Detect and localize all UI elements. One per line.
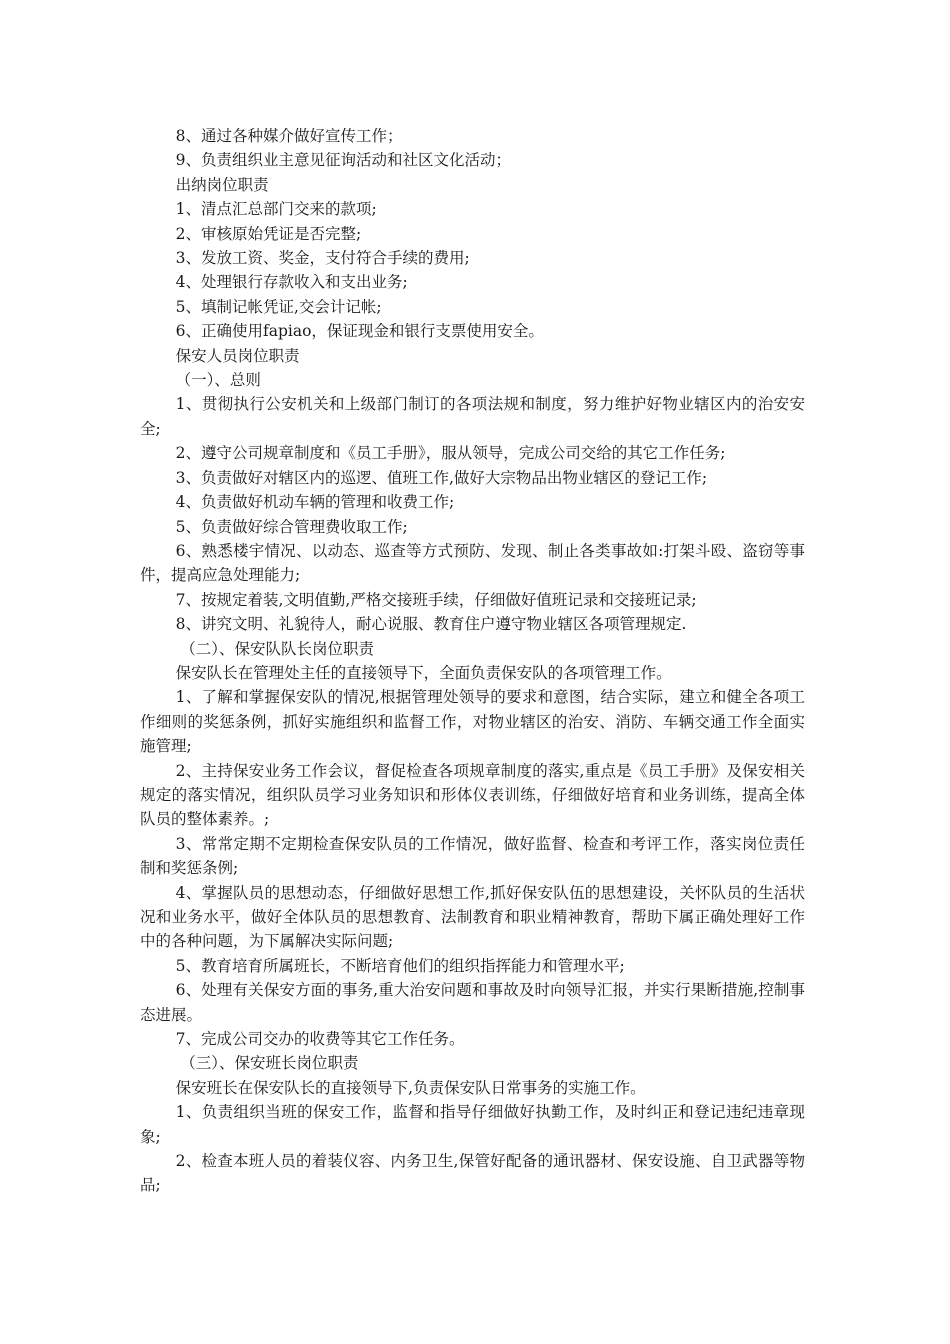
document-body [140,124,805,1198]
subsection-heading: （二）、保安队队长岗位职责 [180,639,375,658]
paragraph: 5、负责做好综合管理费收取工作; [175,517,408,536]
paragraph: 2、遵守公司规章制度和《员工手册》，服从领导，完成公司交给的其它工作任务; [175,444,726,463]
paragraph: 2、检查本班人员的着装仪容、内务卫生,保管好配备的通讯器材、保安设施、自卫武器等物品; [140,1152,805,1195]
paragraph: 保安班长在保安队长的直接领导下,负责保安队日常事务的实施工作。 [175,1078,646,1097]
paragraph: 保安队长在管理处主任的直接领导下，全面负责保安队的各项管理工作。 [175,663,672,682]
section-heading-security: 保安人员岗位职责 [175,346,300,365]
paragraph: 9、负责组织业主意见征询活动和社区文化活动； [175,151,512,170]
paragraph: 1、贯彻执行公安机关和上级部门制订的各项法规和制度，努力维护好物业辖区内的治安安全; [140,395,805,438]
paragraph: 8、通过各种媒介做好宣传工作； [175,127,403,145]
paragraph: 7、按规定着装,文明值勤,严格交接班手续，仔细做好值班记录和交接班记录; [175,590,697,609]
paragraph: 6、正确使用fapiao，保证现金和银行支票使用安全。 [175,322,544,341]
paragraph: 6、熟悉楼宇情况、以动态、巡查等方式预防、发现、制止各类事故如:打架斗殴、盗窃等事件，提高应急处理能力; [140,541,805,585]
section-heading-cashier: 出纳岗位职责 [175,175,269,194]
subsection-heading: （一）、总则 [175,371,261,390]
paragraph: 5、填制记帐凭证,交会计记帐; [175,297,382,316]
paragraph: 3、负责做好对辖区内的巡逻、值班工作,做好大宗物品出物业辖区的登记工作; [175,468,708,487]
paragraph: 4、处理银行存款收入和支出业务; [175,273,408,292]
paragraph: 2、主持保安业务工作会议，督促检查各项规章制度的落实,重点是《员工手册》及保安相关规定的落实情况，组织队员学习业务知识和形体仪表训练，仔细做好培育和业务训练，提高全体队员的整体素养。; [140,761,805,829]
paragraph: 7、完成公司交办的收费等其它工作任务。 [175,1030,465,1049]
paragraph: 4、负责做好机动车辆的管理和收费工作; [175,493,455,512]
paragraph: 3、常常定期不定期检查保安队员的工作情况，做好监督、检查和考评工作，落实岗位责任制和奖惩条例; [140,834,805,878]
paragraph: 6、处理有关保安方面的事务,重大治安问题和事故及时向领导汇报，并实行果断措施,控制事态进展。 [140,981,805,1024]
subsection-heading: （三）、保安班长岗位职责 [180,1054,359,1073]
paragraph: 1、负责组织当班的保安工作，监督和指导仔细做好执勤工作，及时纠正和登记违纪违章现象; [140,1103,805,1146]
paragraph: 4、掌握队员的思想动态，仔细做好思想工作,抓好保安队伍的思想建设，关怀队员的生活状况和业务水平，做好全体队员的思想教育、法制教育和职业精神教育，帮助下属正确处理好工作中的各种问题，为下属解决实际问题; [140,883,805,951]
paragraph: 1、清点汇总部门交来的款项; [175,200,377,219]
paragraph: 8、讲究文明、礼貌待人，耐心说服、教育住户遵守物业辖区各项管理规定. [175,615,687,634]
paragraph: 5、教育培育所属班长，不断培育他们的组织指挥能力和管理水平; [175,956,625,975]
paragraph: 3、发放工资、奖金，支付符合手续的费用; [175,249,470,268]
paragraph: 2、审核原始凭证是否完整; [175,224,362,243]
paragraph: 1、了解和掌握保安队的情况,根据管理处领导的要求和意图，结合实际，建立和健全各项工作细则的奖惩条例，抓好实施组织和监督工作，对物业辖区的治安、消防、车辆交通工作全面实施管理; [140,688,805,756]
